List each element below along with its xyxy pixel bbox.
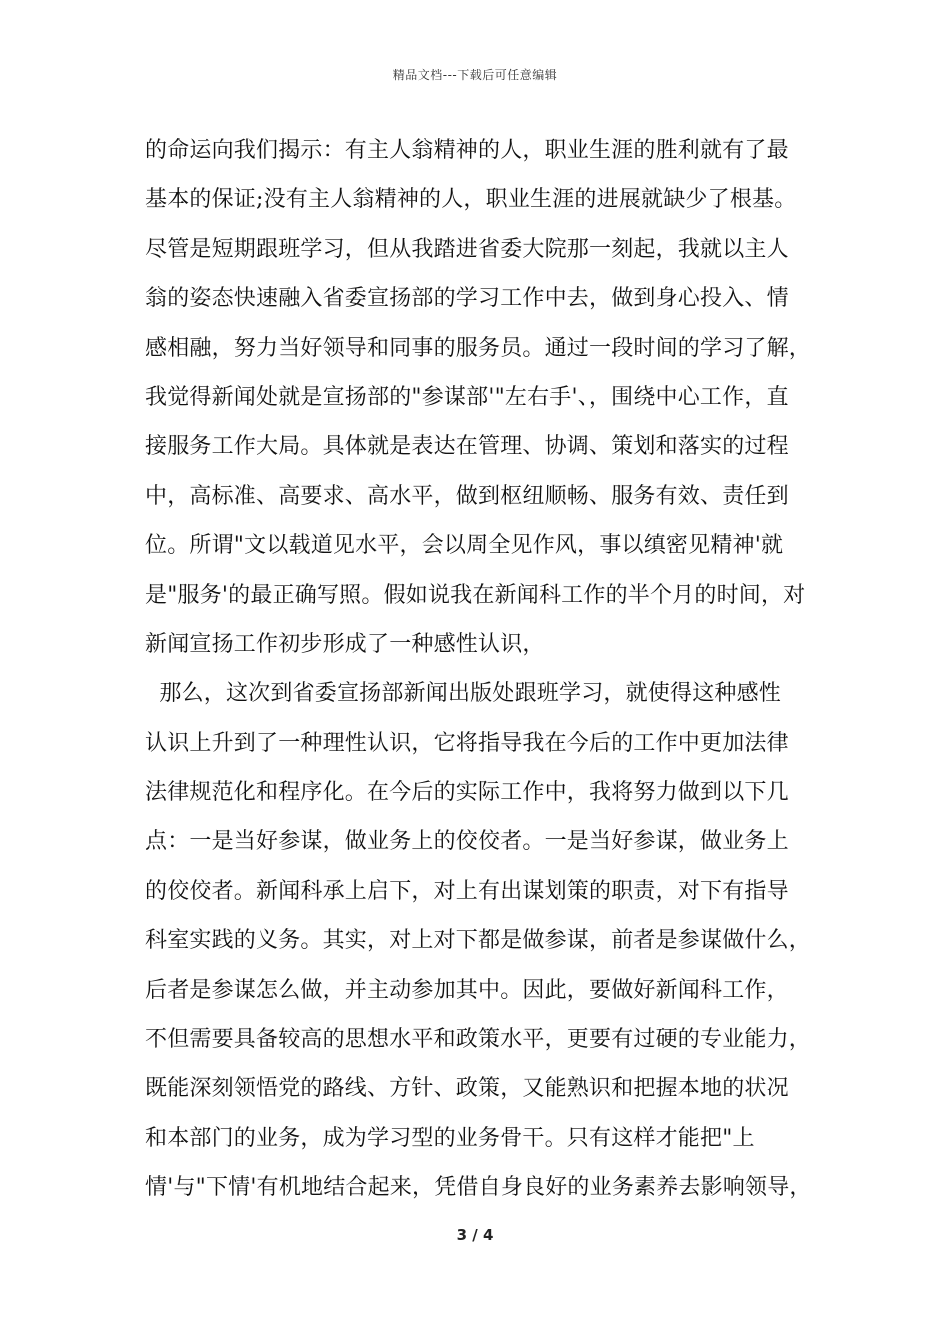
text-line: 那么，这次到省委宣扬部新闻出版处跟班学习，就使得这种感性 [145, 681, 781, 707]
text-line: 接服务工作大局。具体就是表达在管理、协调、策划和落实的过程 [145, 434, 789, 460]
text-line: 的命运向我们揭示：有主人翁精神的人，职业生涯的胜利就有了最 [145, 138, 789, 163]
text-line: 点：一是当好参谋，做业务上的佼佼者。一是当好参谋，做业务上 [145, 829, 789, 855]
text-line: 的佼佼者。新闻科承上启下，对上有出谋划策的职责，对下有指导 [145, 878, 789, 904]
text-line: 是"服务'的最正确写照。假如说我在新闻科工作的半个月的时间，对 [145, 582, 806, 608]
text-line: 法律规范化和程序化。在今后的实际工作中，我将努力做到以下几 [145, 780, 789, 806]
document-body [145, 126, 825, 1213]
text-line: 感相融，努力当好领导和同事的服务员。通过一段时间的学习了解， [145, 335, 812, 361]
text-line: 后者是参谋怎么做，并主动参加其中。因此，要做好新闻科工作， [145, 977, 789, 1003]
text-line: 不但需要具备较高的思想水平和政策水平，更要有过硬的专业能力， [145, 1027, 812, 1053]
text-line: 科室实践的义务。其实，对上对下都是做参谋，前者是参谋做什么， [145, 928, 812, 954]
text-line: 基本的保证;没有主人翁精神的人，职业生涯的进展就缺少了根基。 [145, 187, 797, 213]
text-line: 和本部门的业务，成为学习型的业务骨干。只有这样才能把"上 [145, 1125, 755, 1151]
page-header: 精品文档---下载后可任意编辑 [392, 68, 558, 82]
text-line: 新闻宣扬工作初步形成了一种感性认识， [145, 631, 545, 657]
page-number: 3 / 4 [456, 1226, 494, 1244]
text-line: 认识上升到了一种理性认识，它将指导我在今后的工作中更加法律 [145, 730, 789, 756]
text-line: 既能深刻领悟党的路线、方针、政策，又能熟识和把握本地的状况 [145, 1076, 789, 1102]
text-line: 尽管是短期跟班学习，但从我踏进省委大院那一刻起，我就以主人 [145, 236, 789, 262]
text-line: 中，高标准、高要求、高水平，做到枢纽顺畅、服务有效、责任到 [145, 483, 789, 509]
text-line: 我觉得新闻处就是宣扬部的"参谋部'"左右手'、，围绕中心工作，直 [145, 384, 789, 410]
text-line: 翁的姿态快速融入省委宣扬部的学习工作中去，做到身心投入、情 [145, 286, 789, 312]
text-line: 位。所谓"文以载道见水平，会以周全见作风，事以缜密见精神'就 [145, 533, 784, 559]
text-line: 情'与"下情'有机地结合起来，凭借自身良好的业务素养去影响领导， [145, 1175, 812, 1201]
